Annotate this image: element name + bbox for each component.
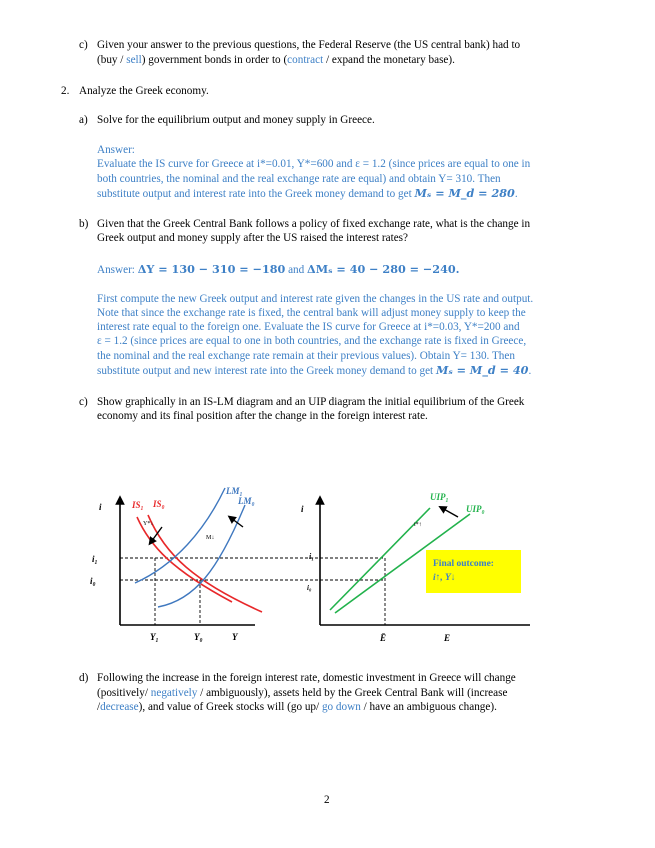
islm-i0-label: i₀ [90, 576, 96, 586]
is-shift-arrow [151, 527, 162, 542]
lm0-label: LM₀ [238, 496, 255, 506]
c1-line-1: Given your answer to the previous questions, the Federal Reserve (the US central bank) had to [97, 39, 521, 51]
d-l3c: ), and value of Greek stocks will (go up/ [138, 701, 322, 713]
d-line-3 [97, 700, 497, 714]
uip-shift-note: i*↑ [414, 522, 422, 528]
c2-line-2: economy and its final position after the change in the foreign interest rate. [97, 410, 428, 422]
a-l3c: . [514, 188, 518, 200]
a-question: Solve for the equilibrium output and money supply in Greece. [97, 114, 375, 126]
is1-label: IS₁ [132, 500, 144, 510]
islm-diagram [90, 486, 318, 642]
lm0-curve [158, 505, 245, 607]
b-p6c: . [528, 365, 532, 377]
b-para-1: First compute the new Greek output and interest rate given the changes in the US rate and output. [97, 293, 534, 305]
d-l2a: (positively/ [97, 687, 151, 699]
b-para-6 [97, 363, 531, 378]
lm-shift-note: M↓ [206, 535, 215, 541]
uip-diagram [301, 492, 530, 643]
c1-marker: c) [79, 39, 88, 51]
b-ans-c: and [285, 264, 308, 276]
d-line-2 [97, 686, 507, 700]
uip-i1-label: i₁ [309, 552, 315, 561]
b-p6a: substitute output and new interest rate into the Greek money demand to get [97, 365, 436, 377]
uip-ebar-label: Ē [380, 633, 387, 643]
d-line-1: Following the increase in the foreign interest rate, domestic investment in Greece will change [97, 672, 516, 684]
a-answer-line-3 [97, 186, 518, 201]
d-negatively-answer: negatively [150, 687, 198, 699]
b-para-4: ε = 1.2 (since prices are equal to one in both countries, and the exchange rate is fixed in Greece, [97, 335, 527, 347]
islm-i-axis-label: i [99, 502, 102, 512]
uip-i0-label: i₀ [307, 584, 312, 592]
d-marker: d) [79, 672, 89, 684]
d-l3a: / [97, 701, 101, 713]
b-delta-m: ΔMₛ = 40 − 280 = −240. [307, 262, 460, 276]
c1-contract-answer: contract [287, 54, 324, 66]
b-question-1: Given that the Greek Central Bank follows a policy of fixed exchange rate, what is the change in [97, 218, 531, 230]
d-l2c: / ambiguously), assets held by the Greek Central Bank will (increase [197, 687, 508, 699]
islm-i1-label: i₁ [92, 554, 98, 564]
uip1-label: UIP₁ [430, 492, 449, 502]
d-go-down-answer: go down [321, 701, 361, 713]
islm-y1-label: Y₁ [150, 632, 159, 642]
a-marker: a) [79, 114, 88, 126]
a-answer-line-1: Evaluate the IS curve for Greece at i*=0.01, Y*=600 and ε = 1.2 (since prices are equal to one in [97, 158, 531, 170]
b-question-2: Greek output and money supply after the US raised the interest rates? [97, 232, 408, 244]
islm-uip-figure [0, 470, 655, 660]
uip-shift-arrow [442, 508, 458, 517]
c1-sell-answer: sell [126, 54, 142, 66]
uip-i-axis-label: i [301, 504, 304, 514]
uip0-label: UIP₀ [466, 504, 485, 514]
b-para-3: interest rate equal to the foreign one. Evaluate the IS curve for Greece at i*=0.03, Y*=200 and [97, 321, 520, 333]
d-decrease-answer: decrease [100, 701, 139, 713]
c1-line-2 [97, 53, 455, 67]
islm-y0-label: Y₀ [194, 632, 203, 642]
b-para-2: Note that since the exchange rate is fixed, the central bank will adjust money supply to keep the [97, 307, 526, 319]
is-shift-note: Y*↓ [143, 521, 154, 527]
page-number: 2 [324, 794, 330, 806]
b-money-equation: Mₛ = M_d = 40 [435, 363, 529, 377]
b-answer [97, 262, 460, 277]
b-delta-y: ΔY = 130 − 310 = −180 [137, 262, 286, 276]
final-outcome-box [426, 550, 521, 593]
islm-y-axis-label: Y [232, 632, 238, 642]
q2-marker: 2. [61, 85, 70, 97]
a-l3a: substitute output and interest rate into the Greek money demand to get [97, 188, 415, 200]
is0-label: IS₀ [153, 499, 165, 509]
c1-l2e: / expand the monetary base). [323, 54, 455, 66]
b-ans-a: Answer: [97, 264, 138, 276]
lm1-label: LM₁ [226, 486, 243, 496]
lm-shift-arrow [231, 518, 243, 527]
a-answer-label: Answer: [97, 144, 135, 156]
b-marker: b) [79, 218, 89, 230]
d-l3e: / have an ambiguous change). [360, 701, 497, 713]
c1-l2c: ) government bonds in order to ( [141, 54, 288, 66]
q2-text: Analyze the Greek economy. [79, 85, 209, 97]
a-answer-line-2: both countries, the nominal and the real exchange rate are equal) and obtain Y= 310. Then [97, 173, 501, 185]
a-money-equation: Mₛ = M_d = 280 [414, 186, 515, 200]
uip-e-axis-label: E [444, 633, 451, 643]
b-para-5: the nominal and the real exchange rate remain at their previous values). Obtain Y= 130. Then [97, 350, 515, 362]
final-outcome-title: Final outcome: [433, 559, 494, 569]
final-outcome-text: i↑, Y↓ [433, 573, 456, 583]
c1-l2a: (buy / [97, 54, 127, 66]
c2-marker: c) [79, 396, 88, 408]
is0-curve [148, 515, 262, 612]
c2-line-1: Show graphically in an IS-LM diagram and an UIP diagram the initial equilibrium of the Greek [97, 396, 525, 408]
